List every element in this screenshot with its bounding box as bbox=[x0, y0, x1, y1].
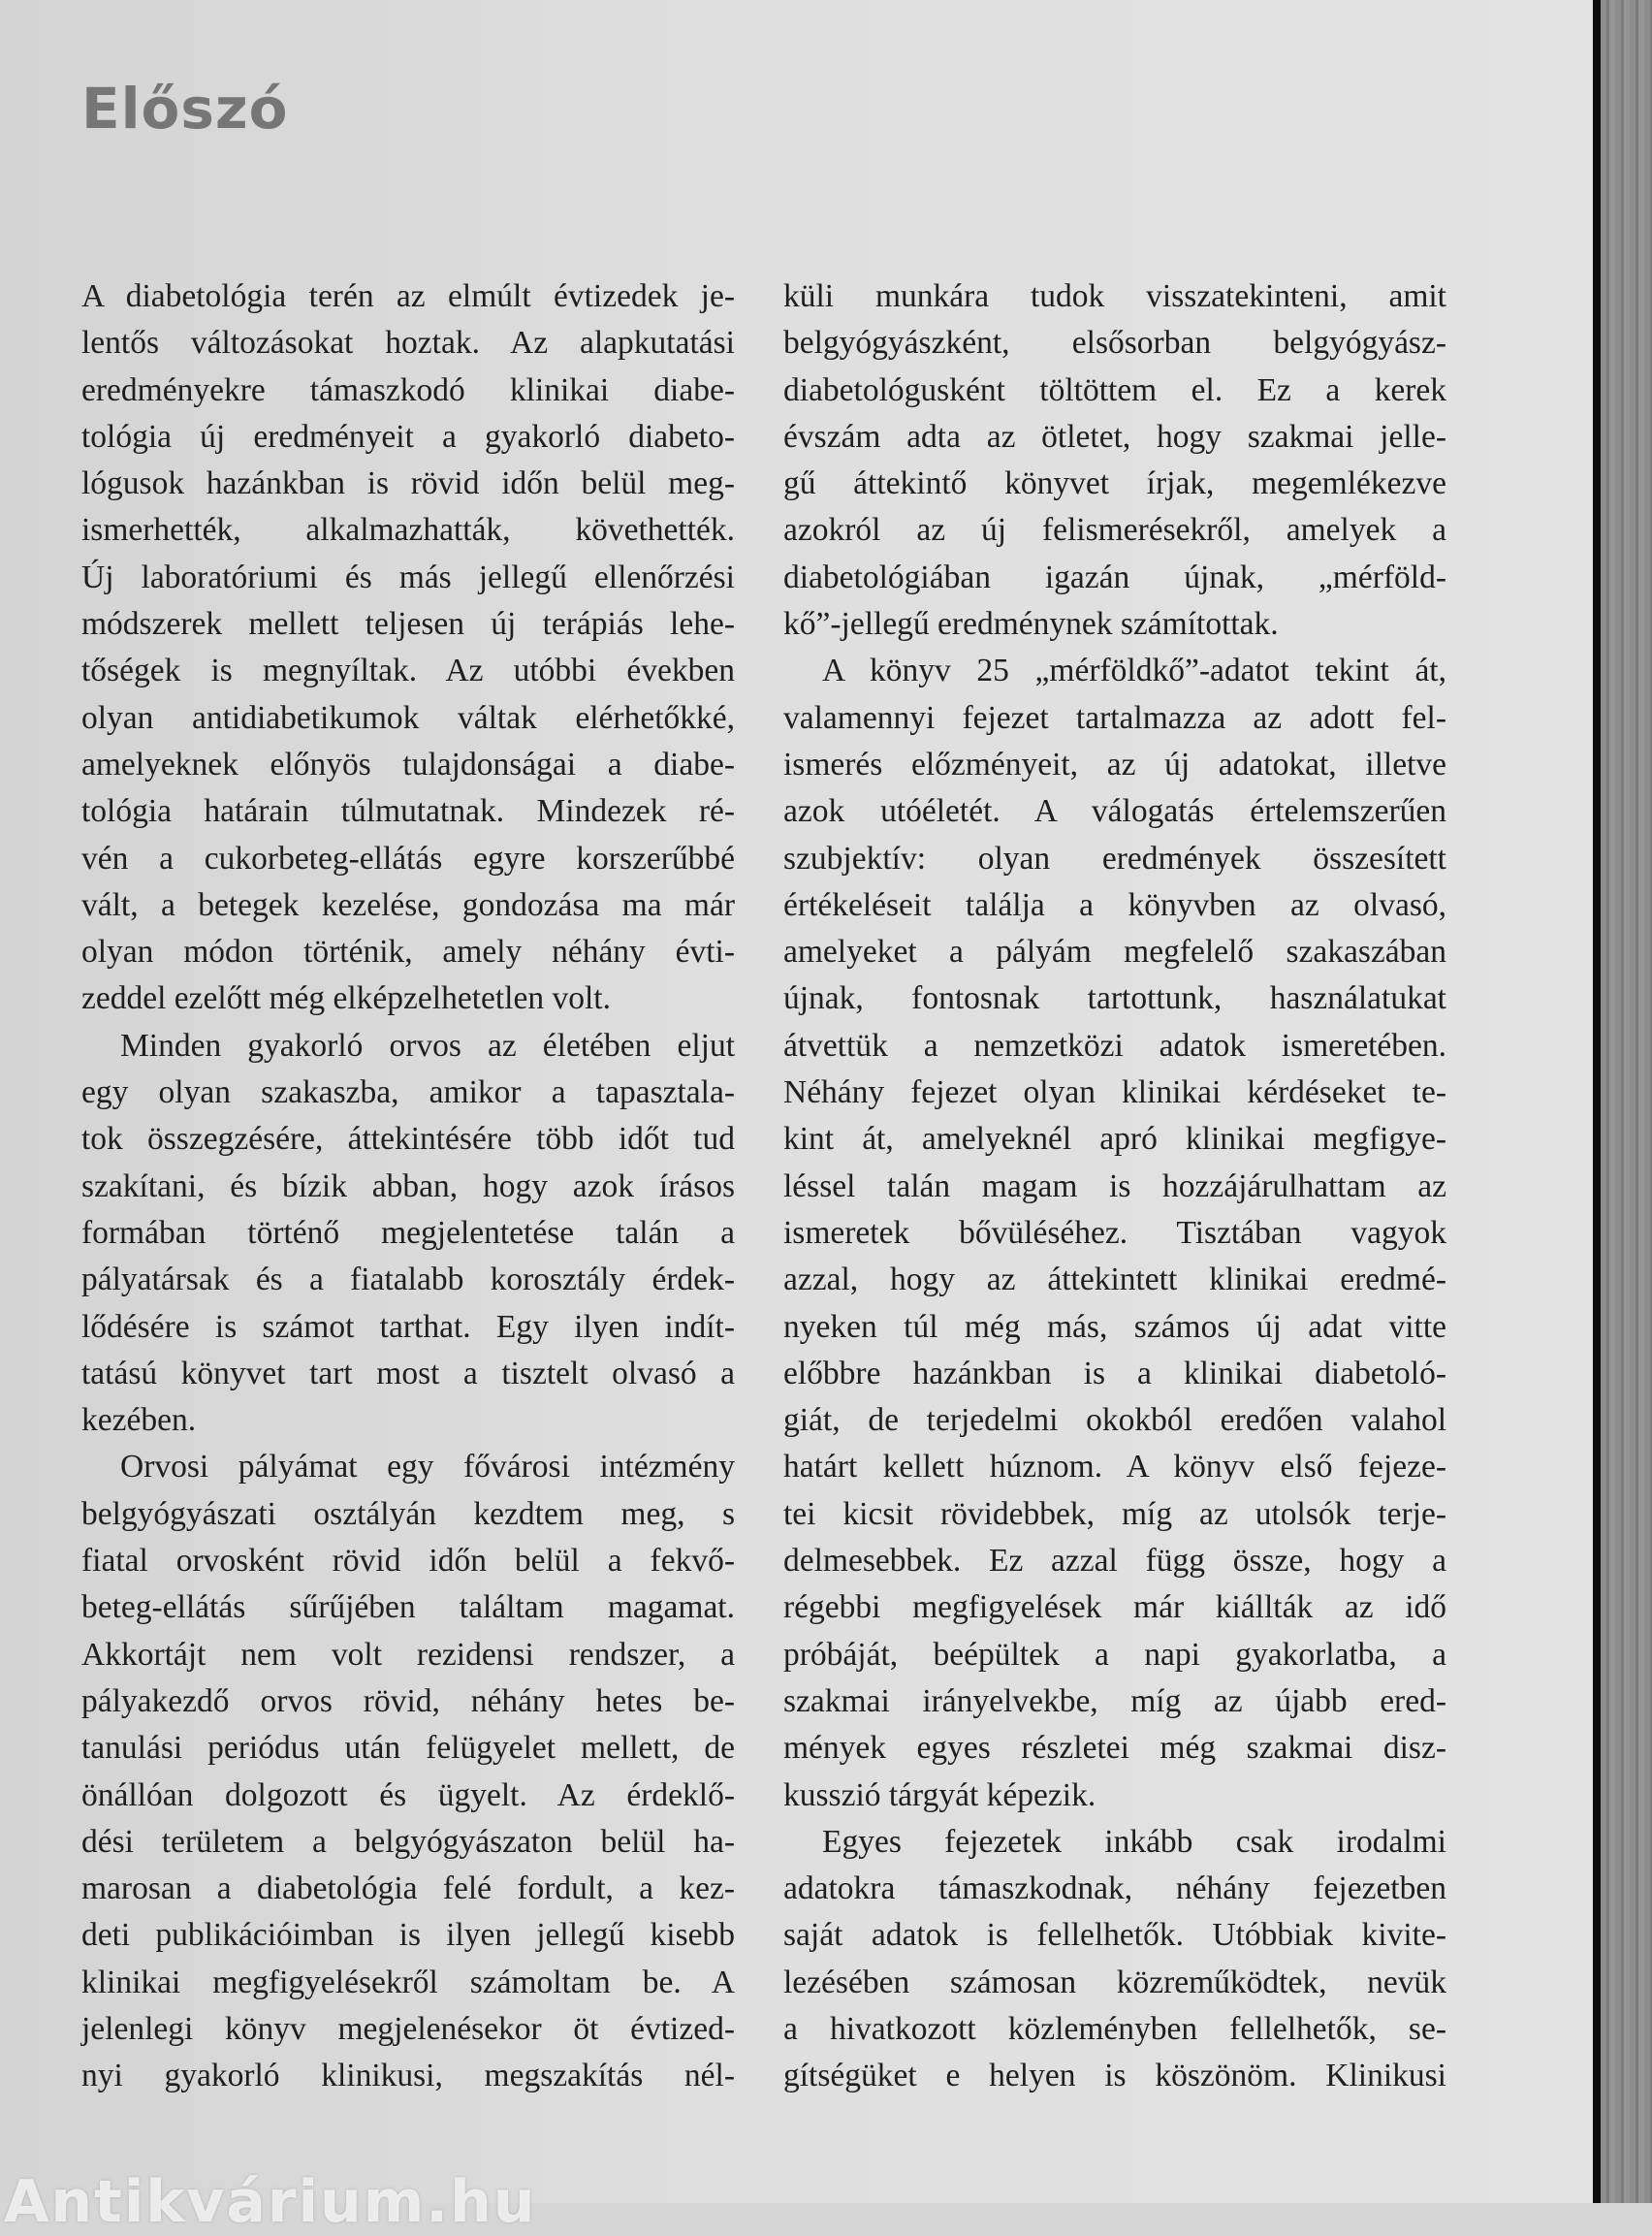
text-column-left bbox=[81, 273, 735, 2100]
text-line: belgyógyászati osztályán kezdtem meg, s bbox=[81, 1495, 735, 1532]
text-line: határt kellett húznom. A könyv első fejeze- bbox=[783, 1449, 1446, 1485]
page-edge bbox=[1593, 0, 1601, 2203]
text-line: Néhány fejezet olyan klinikai kérdéseket te- bbox=[783, 1074, 1446, 1111]
text-line: lezésében számosan közreműködtek, nevük bbox=[783, 1964, 1446, 2000]
text-line: Minden gyakorló orvos az életében eljut bbox=[120, 1027, 735, 1064]
text-line: ismeretek bővüléséhez. Tisztában vagyok bbox=[783, 1214, 1446, 1251]
text-line: valamennyi fejezet tartalmazza az adott fel- bbox=[783, 699, 1446, 736]
text-line: olyan antidiabetikumok váltak elérhetőkké, bbox=[81, 699, 735, 736]
text-line: mények egyes részletei még szakmai disz- bbox=[783, 1730, 1446, 1767]
watermark: Antikvárium.hu bbox=[4, 2168, 537, 2236]
text-line: tok összegzésére, áttekintésére több időt tud bbox=[81, 1121, 735, 1158]
text-column-right bbox=[783, 273, 1446, 2100]
text-line: nyeken túl még más, számos új adat vitte bbox=[783, 1308, 1446, 1345]
text-line: a hivatkozott közleményben fellelhetők, se- bbox=[783, 2010, 1446, 2047]
text-line: lentős változásokat hoztak. Az alapkutatási bbox=[81, 325, 735, 362]
text-line: Új laboratóriumi és más jellegű ellenőrzési bbox=[81, 559, 735, 595]
text-line: deti publikációimban is ilyen jellegű kisebb bbox=[81, 1917, 735, 1954]
text-line: küli munkára tudok visszatekinteni, amit bbox=[783, 278, 1446, 314]
text-line: szubjektív: olyan eredmények összesített bbox=[783, 840, 1446, 877]
text-line: évszám adta az ötletet, hogy szakmai jelle- bbox=[783, 418, 1446, 455]
text-line: saját adatok is fellelhetők. Utóbbiak kivite- bbox=[783, 1917, 1446, 1954]
paragraph bbox=[783, 648, 1446, 1818]
text-line: adatokra támaszkodnak, néhány fejezetben bbox=[783, 1870, 1446, 1907]
text-line: ismerhették, alkalmazhatták, követhették. bbox=[81, 512, 735, 549]
text-line: azokról az új felismerésekről, amelyek a bbox=[783, 512, 1446, 549]
text-line: diabetológiában igazán újnak, „mérföld- bbox=[783, 559, 1446, 595]
text-line: tőségek is megnyíltak. Az utóbbi években bbox=[81, 653, 735, 689]
text-line: értékeléseit találja a könyvben az olvasó, bbox=[783, 886, 1446, 923]
text-line: jelenlegi könyv megjelenésekor öt évtized- bbox=[81, 2010, 735, 2047]
text-line: zeddel ezelőtt még elképzelhetetlen volt. bbox=[81, 980, 611, 1017]
paragraph bbox=[783, 273, 1446, 648]
text-line: tanulási periódus után felügyelet mellett, de bbox=[81, 1730, 735, 1767]
text-line: azok utóéletét. A válogatás értelemszerűen bbox=[783, 793, 1446, 830]
text-line: diabetológusként töltöttem el. Ez a kerek bbox=[783, 371, 1446, 408]
text-line: léssel talán magam is hozzájárulhattam az bbox=[783, 1167, 1446, 1204]
text-line: tológia határain túlmutatnak. Mindezek ré- bbox=[81, 793, 735, 830]
text-line: belgyógyászként, elsősorban belgyógyász- bbox=[783, 325, 1446, 362]
text-line: eredményekre támaszkodó klinikai diabe- bbox=[81, 371, 735, 408]
paragraph bbox=[81, 273, 735, 1023]
text-line: vált, a betegek kezelése, gondozása ma már bbox=[81, 886, 735, 923]
text-line: nyi gyakorló klinikusi, megszakítás nél- bbox=[81, 2058, 735, 2094]
text-line: újnak, fontosnak tartottunk, használatukat bbox=[783, 980, 1446, 1017]
text-line: Orvosi pályámat egy fővárosi intézmény bbox=[120, 1449, 735, 1485]
text-line: ismerés előzményeit, az új adatokat, illetve bbox=[783, 746, 1446, 783]
text-line: vén a cukorbeteg-ellátás egyre korszerűbbé bbox=[81, 840, 735, 877]
text-line: módszerek mellett teljesen új terápiás lehe- bbox=[81, 606, 735, 643]
text-line: gű áttekintő könyvet írjak, megemlékezve bbox=[783, 465, 1446, 502]
text-line: olyan módon történik, amely néhány évti- bbox=[81, 934, 735, 971]
text-line: átvettük a nemzetközi adatok ismeretében. bbox=[783, 1027, 1446, 1064]
text-line: kint át, amelyeknél apró klinikai megfigye- bbox=[783, 1121, 1446, 1158]
text-line: fiatal orvosként rövid időn belül a fekvő- bbox=[81, 1543, 735, 1580]
text-line: lődésére is számot tarthat. Egy ilyen indít- bbox=[81, 1308, 735, 1345]
text-line: amelyeket a pályám megfelelő szakaszában bbox=[783, 934, 1446, 971]
text-line: egy olyan szakaszba, amikor a tapasztala- bbox=[81, 1074, 735, 1111]
text-line: kő”-jellegű eredménynek számítottak. bbox=[783, 606, 1279, 643]
text-line: tológia új eredményeit a gyakorló diabeto- bbox=[81, 418, 735, 455]
text-line: próbáját, beépültek a napi gyakorlatba, a bbox=[783, 1636, 1446, 1673]
text-line: gítségüket e helyen is köszönöm. Klinikusi bbox=[783, 2058, 1446, 2094]
text-line: önállóan dolgozott és ügyelt. Az érdeklő- bbox=[81, 1776, 735, 1813]
text-line: lógusok hazánkban is rövid időn belül meg- bbox=[81, 465, 735, 502]
text-line: azzal, hogy az áttekintett klinikai eredmé- bbox=[783, 1262, 1446, 1298]
chapter-title: Előszó bbox=[81, 76, 289, 142]
paragraph bbox=[81, 1023, 735, 1445]
text-line: kezében. bbox=[81, 1402, 197, 1439]
text-line: formában történő megjelentetése talán a bbox=[81, 1214, 735, 1251]
text-line: pályatársak és a fiatalabb korosztály érdek- bbox=[81, 1262, 735, 1298]
text-line: Egyes fejezetek inkább csak irodalmi bbox=[822, 1823, 1446, 1860]
text-line: pályakezdő orvos rövid, néhány hetes be- bbox=[81, 1682, 735, 1719]
text-line: beteg-ellátás sűrűjében találtam magamat. bbox=[81, 1589, 735, 1626]
text-line: Akkortájt nem volt rezidensi rendszer, a bbox=[81, 1636, 735, 1673]
text-line: dési területem a belgyógyászaton belül ha- bbox=[81, 1823, 735, 1860]
text-line: A könyv 25 „mérföldkő”-adatot tekint át, bbox=[822, 653, 1446, 689]
text-line: tatású könyvet tart most a tisztelt olvasó a bbox=[81, 1355, 735, 1391]
background-surface bbox=[1601, 0, 1652, 2203]
text-line: szakmai irányelvekbe, míg az újabb ered- bbox=[783, 1682, 1446, 1719]
text-line: szakítani, és bízik abban, hogy azok írásos bbox=[81, 1167, 735, 1204]
text-line: kusszió tárgyát képezik. bbox=[783, 1776, 1096, 1813]
paragraph bbox=[783, 1819, 1446, 2100]
text-line: delmesebbek. Ez azzal függ össze, hogy a bbox=[783, 1543, 1446, 1580]
text-line: előbbre hazánkban is a klinikai diabetoló- bbox=[783, 1355, 1446, 1391]
text-line: klinikai megfigyelésekről számoltam be. A bbox=[81, 1964, 735, 2000]
paragraph bbox=[81, 1444, 735, 2099]
text-line: A diabetológia terén az elmúlt évtizedek je- bbox=[81, 278, 735, 314]
text-line: amelyeknek előnyös tulajdonságai a diabe- bbox=[81, 746, 735, 783]
text-line: régebbi megfigyelések már kiállták az idő bbox=[783, 1589, 1446, 1626]
text-line: marosan a diabetológia felé fordult, a kez- bbox=[81, 1870, 735, 1907]
text-line: tei kicsit rövidebbek, míg az utolsók terje- bbox=[783, 1495, 1446, 1532]
text-line: giát, de terjedelmi okokból eredően valahol bbox=[783, 1402, 1446, 1439]
